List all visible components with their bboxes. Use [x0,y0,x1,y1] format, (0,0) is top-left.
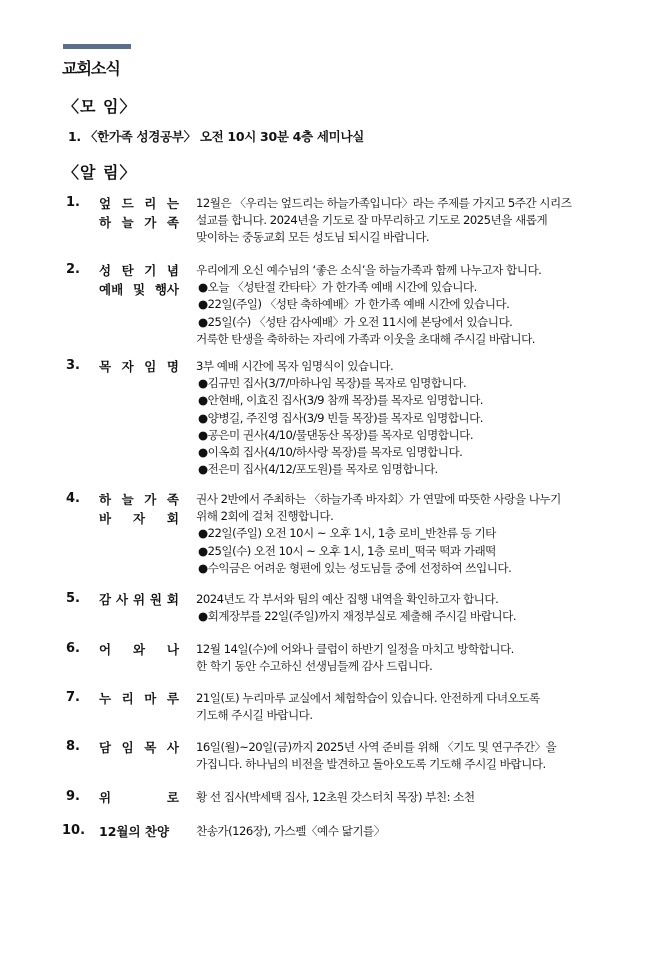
notice-text: 설교를 합니다. 2024년을 기도로 잘 마무리하고 기도로 2025년을 새롭게 [196,213,548,228]
notice-label-part: 념 [166,263,179,278]
notice-bullet: ●오늘 〈성탄절 칸타타〉가 한가족 예배 시간에 있습니다. [198,280,477,295]
notice-text: 맞이하는 중동교회 모든 성도님 되시길 바랍니다. [196,230,430,245]
notice-label-part: 목 [99,359,112,374]
notice-body [196,789,626,806]
notice-label-part: 하 [99,215,112,230]
notice-label [99,194,179,232]
notice-text: 권사 2반에서 주최하는 〈하늘가족 바자회〉가 연말에 따뜻한 사랑을 나누기 [196,492,561,506]
notice-text: 황 선 집사(박세택 집사, 12초원 갓스터치 목장) 부친: 소천 [196,790,475,804]
notice-label-part: 리 [121,691,134,706]
notice-body [196,823,626,840]
notice-label-part: 드 [121,196,134,211]
notice-bullet: ●안현배, 이효진 집사(3/9 참깨 목장)를 목자로 임명합니다. [198,393,483,408]
notice-number: 2. [66,262,80,277]
page-title: 교회소식 [62,59,120,78]
notice-label-part: 행사 [154,282,179,297]
notice-label-part: 어 [99,642,112,657]
notice-text: 기도해 주시길 바랍니다. [196,708,313,723]
notice-label-part: 회 [166,592,179,607]
notice-label-part: 임 [121,740,134,755]
notice-number: 5. [66,591,80,606]
notice-bullet: ●22일(주일) 오전 10시 ~ 오후 1시, 1층 로비_반찬류 등 기타 [198,526,496,541]
notice-label-part: 로 [166,790,179,805]
meeting-item: 1. 〈한가족 성경공부〉 오전 10시 30분 4층 세미나실 [68,129,364,144]
notice-number: 3. [66,358,80,373]
notice-text: 가집니다. 하나님의 비전을 발견하고 돌아오도록 기도해 주시길 바랍니다. [196,757,546,772]
notice-label-part: 와 [132,642,146,657]
notice-label-part: 위 [132,592,146,607]
notice-body [196,358,626,478]
notice-label-part: 탄 [121,263,134,278]
notice-label-part: 는 [166,196,179,211]
notice-text: 12월은 〈우리는 엎드리는 하늘가족입니다〉라는 주제를 가지고 5주간 시리즈 [196,196,572,210]
notice-label-part: 하 [99,492,112,507]
notice-label-part: 회 [166,511,179,526]
notice-label-part: 마 [144,691,157,706]
notice-label-part: 및 [132,282,146,297]
notice-bullet: ●양병길, 주진영 집사(3/9 빈들 목장)를 목자로 임명합니다. [198,410,483,425]
notice-number: 9. [66,789,80,804]
notice-label-part: 명 [166,359,179,374]
notice-label-part: 성 [99,263,112,278]
notice-text: 찬송가(126장), 가스펠〈예수 닮기를〉 [196,824,385,838]
notice-text: 우리에게 오신 예수님의 ‘좋은 소식’을 하늘가족과 함께 나누고자 합니다. [196,263,542,277]
notice-label-part: 원 [149,592,162,607]
notice-number: 7. [66,690,80,705]
notice-body [196,739,626,773]
notice-bullet: ●이옥희 집사(4/10/하사랑 목장)를 목자로 임명합니다. [198,445,463,460]
notice-label [99,640,179,659]
notice-bullet: ●25일(수) 오전 10시 ~ 오후 1시, 1층 로비_떡국 떡과 가래떡 [198,543,496,558]
notice-label [99,822,189,841]
notice-text: 21일(토) 누리마루 교실에서 체험학습이 있습니다. 안전하게 다녀오도록 [196,691,540,705]
notice-body [196,641,626,675]
notice-number: 8. [66,739,80,754]
notice-label-part: 늘 [121,492,134,507]
notice-label [99,357,179,376]
notice-text: 16일(월)~20일(금)까지 2025년 사역 준비를 위해 〈기도 및 연구주간〉을 [196,740,557,754]
notice-bullet: ●수익금은 어려운 형편에 있는 성도님들 중에 선정하여 쓰입니다. [198,560,512,575]
notice-text: 한 학기 동안 수고하신 선생님들께 감사 드립니다. [196,659,433,674]
notice-label-part: 담 [99,740,112,755]
notice-label [99,689,179,708]
notice-number: 1. [66,195,80,210]
notice-label-part: 루 [166,691,179,706]
notice-bullet: ●22일(주일) 〈성탄 축하예배〉가 한가족 예배 시간에 있습니다. [198,297,510,312]
notice-label-part: 나 [166,642,179,657]
notice-body [196,491,626,577]
notice-label-part: 리 [144,196,157,211]
notice-label-part: 엎 [99,196,112,211]
notice-text: 3부 예배 시간에 목자 임명식이 있습니다. [196,359,394,373]
notice-label [99,788,179,807]
notice-text: 거룩한 탄생을 축하하는 자리에 가족과 이웃을 초대해 주시길 바랍니다. [196,331,535,346]
notice-bullet: ●25일(수) 〈성탄 감사예배〉가 오전 11시에 본당에서 있습니다. [198,314,513,329]
notice-bullet: ●공은미 권사(4/10/물댄동산 목장)를 목자로 임명합니다. [198,427,474,442]
notice-label [99,738,179,757]
notice-bullet: ●전은미 집사(4/12/포도원)를 목자로 임명합니다. [198,462,438,477]
notice-label [99,261,179,299]
notice-body [196,262,626,348]
notice-label-part: 자 [132,511,146,526]
notice-label-part: 사 [166,740,179,755]
notice-label-part: 늘 [121,215,134,230]
notice-label-part: 사 [115,592,129,607]
meeting-heading: 〈모 임〉 [63,97,137,116]
notice-label-part: 족 [166,492,179,507]
notice-label-part: 감 [99,592,112,607]
notice-label-part: 누 [99,691,112,706]
notice-label-part: 임 [144,359,157,374]
notice-body [196,690,626,724]
notice-body [196,195,626,247]
notice-body [196,591,626,625]
notice-text: 2024년도 각 부서와 팀의 예산 집행 내역을 확인하고자 합니다. [196,592,499,606]
notice-label-part: 예배 [99,282,124,297]
notice-label [99,490,179,528]
notice-number: 6. [66,641,80,656]
notice-number: 10. [62,823,86,838]
notice-number: 4. [66,491,80,506]
notice-label-part: 자 [121,359,134,374]
notice-bullet: ●회계장부를 22일(주일)까지 재정부실로 제출해 주시길 바랍니다. [198,609,517,624]
notice-label-part: 바 [99,511,112,526]
notice-bullet: ●김규민 집사(3/7/마하나임 목장)를 목자로 임명합니다. [198,376,467,391]
notice-label-part: 가 [144,492,157,507]
notice-label-part: 12월의 찬양 [99,824,170,839]
notice-label [99,590,179,609]
notice-label-part: 위 [99,790,112,805]
notice-label-part: 기 [144,263,157,278]
notice-label-part: 가 [144,215,157,230]
notice-label-part: 족 [166,215,179,230]
title-accent-bar [63,44,131,49]
notice-heading: 〈알 림〉 [63,163,137,182]
notice-label-part: 목 [144,740,157,755]
notice-text: 위해 2회에 걸쳐 진행합니다. [196,509,334,524]
notice-text: 12월 14일(수)에 어와나 클럽이 하반기 일정을 마치고 방학합니다. [196,642,514,656]
